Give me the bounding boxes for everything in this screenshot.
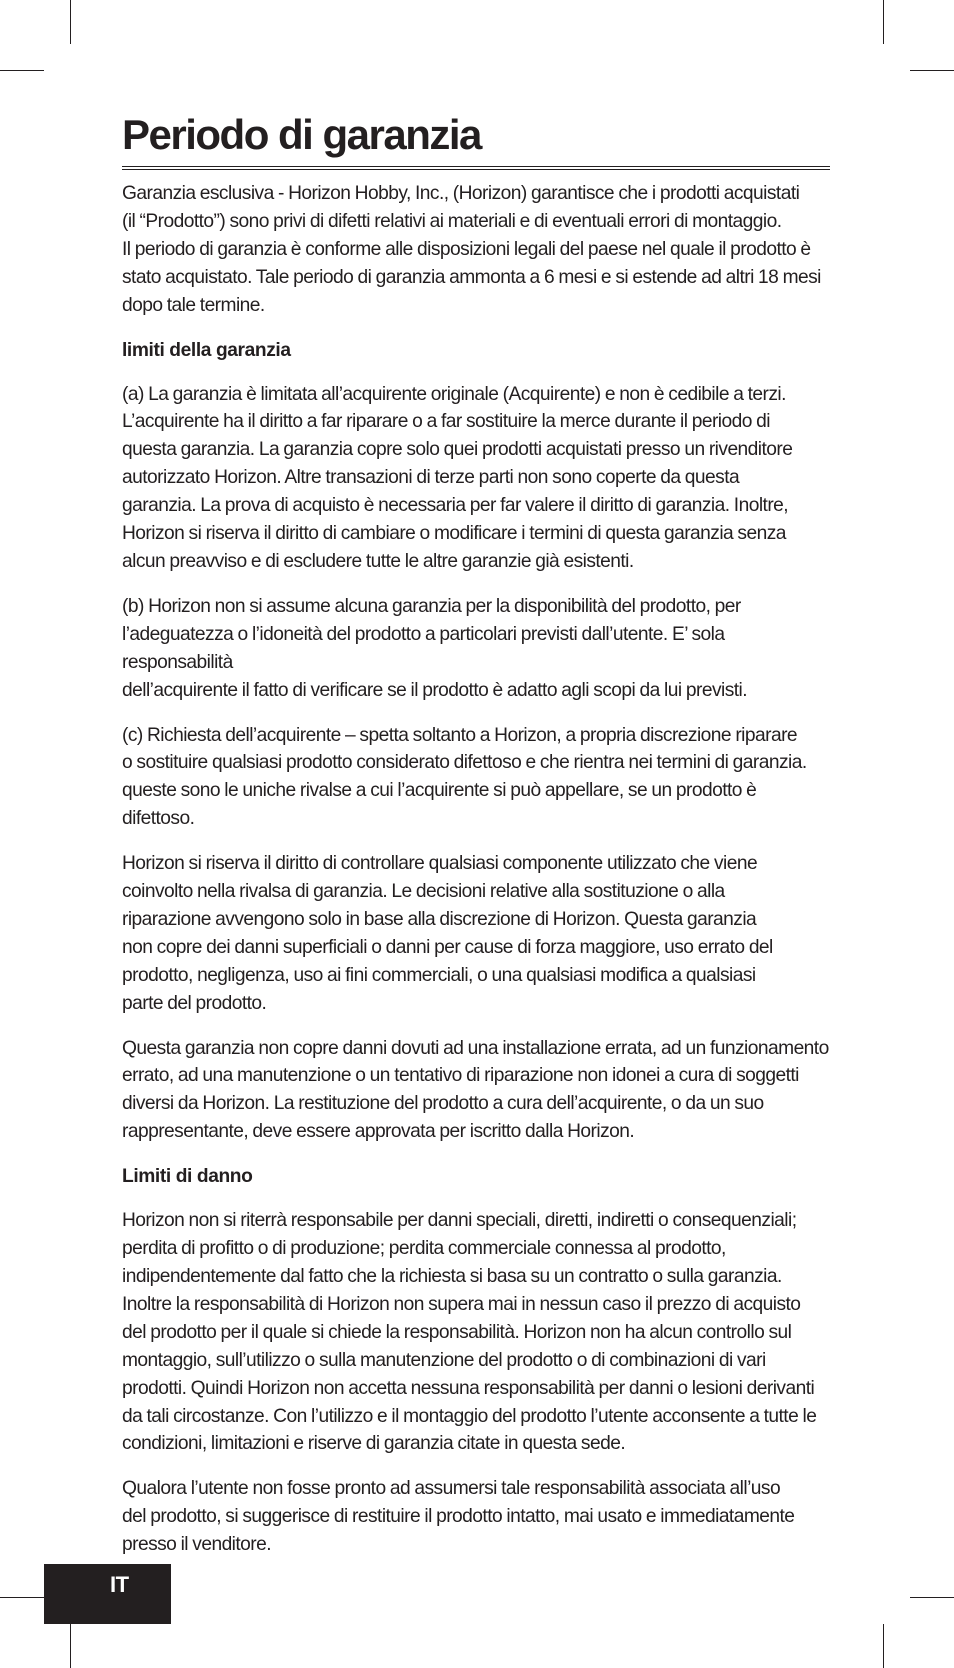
paragraph-a: (a) La garanzia è limitata all’acquirente originale (Acquirente) e non è cedibile a terzi. L’acquirente ha il diritto a far riparare o a far sostituire la merce durante il periodo di questa garanzia. La garanzia copre solo quei prodotti acquistati presso un rivenditore autorizzato Horizon. Altre transazioni di terze parti non sono coperte da questa garanzia. La prova di acquisto è necessaria per far valere il diritto di garanzia. Inoltre, Horizon si riserva il diritto di cambiare o modificare i termini di questa garanzia senza alcun preavviso e di escludere tutte le altre garanzie già esistenti. <box>122 383 793 572</box>
crop-mark-top-left-horizontal <box>0 70 44 71</box>
crop-mark-bottom-left-vertical <box>70 1624 71 1668</box>
crop-mark-top-right-horizontal <box>910 70 954 71</box>
crop-mark-bottom-right-vertical <box>883 1624 884 1668</box>
paragraph-b: (b) Horizon non si assume alcuna garanzia per la disponibilità del prodotto, per l’adeguatezza o l’idoneità del prodotto a particolari previsti dall’utente. E’ sola responsabilità dell’acquirente il fatto di verificare se il prodotto è adatto agli scopi da lui previsti. <box>122 595 748 701</box>
intro-paragraph: Garanzia esclusiva - Horizon Hobby, Inc., (Horizon) garantisce che i prodotti acquistati (il “Prodotto”) sono privi di difetti relativi ai materiali e di eventuali errori di montaggio. Il periodo di garanzia è conforme alle disposizioni legali del paese nel quale il prodotto è stato acquistato. Tale periodo di garanzia ammonta a 6 mesi e si estende ad altri 18 mesi dopo tale termine. <box>122 183 821 316</box>
warranty-page <box>122 110 830 1576</box>
title-rule-bottom <box>122 169 830 170</box>
section-heading-warranty-limits: limiti della garanzia <box>122 339 291 361</box>
page-title: Periodo di garanzia <box>122 111 481 158</box>
paragraph-inspection: Horizon si riserva il diritto di controllare qualsiasi componente utilizzato che viene coinvolto nella rivalsa di garanzia. Le decisioni relative alla sostituzione o alla riparazione avvengono solo in base alla discrezione di Horizon. Questa garanzia non copre dei danni superficiali o danni per cause di forza maggiore, uso errato del prodotto, negligenza, uso ai fini commerciali, o una qualsiasi modifica a qualsiasi parte del prodotto. <box>122 853 773 1014</box>
crop-mark-bottom-right-horizontal <box>910 1597 954 1598</box>
paragraph-return: Qualora l’utente non fosse pronto ad assumersi tale responsabilità associata all’uso del prodotto, si suggerisce di restituire il prodotto intatto, mai usato e immediatamente presso il venditore. <box>122 1478 795 1556</box>
crop-mark-bottom-left-horizontal <box>0 1597 44 1598</box>
section-heading-damage-limits: Limiti di danno <box>122 1166 253 1188</box>
paragraph-exclusions: Questa garanzia non copre danni dovuti ad una installazione errata, ad un funzionamento errato, ad una manutenzione o un tentativo di riparazione non idonei a cura di soggetti diversi da Horizon. La restituzione del prodotto a cura dell’acquirente, o da un suo rappresentante, deve essere approvata per iscritto dalla Horizon. <box>122 1037 829 1143</box>
paragraph-liability: Horizon non si riterrà responsabile per danni speciali, diretti, indiretti o consequenziali; perdita di profitto o di produzione; perdita commerciale connessa al prodotto, indipendentemente dal fatto che la richiesta si basa su un contratto o sulla garanzia. Inoltre la responsabilità di Horizon non supera mai in nessun caso il prezzo di acquisto del prodotto per il quale si chiede la responsabilità. Horizon non ha alcun controllo sul montaggio, sull’utilizzo o sulla manutenzione del prodotto o di combinazioni di vari prodotti. Quindi Horizon non accetta nessuna responsabilità per danni o lesioni derivanti da tali circostanze. Con l’utilizzo e il montaggio del prodotto l’utente acconsente a tutte le condizioni, limitazioni e riserve di garanzia citate in questa sede. <box>122 1210 817 1455</box>
paragraph-c: (c) Richiesta dell’acquirente – spetta soltanto a Horizon, a propria discrezione riparare o sostituire qualsiasi prodotto considerato difettoso e che rientra nei termini di garanzia. queste sono le uniche rivalse a cui l’acquirente si può appellare, se un prodotto è difettoso. <box>122 724 807 830</box>
crop-mark-top-left-vertical <box>70 0 71 44</box>
language-tab: IT <box>44 1564 171 1624</box>
crop-mark-top-right-vertical <box>883 0 884 44</box>
title-rule-top <box>122 166 830 167</box>
